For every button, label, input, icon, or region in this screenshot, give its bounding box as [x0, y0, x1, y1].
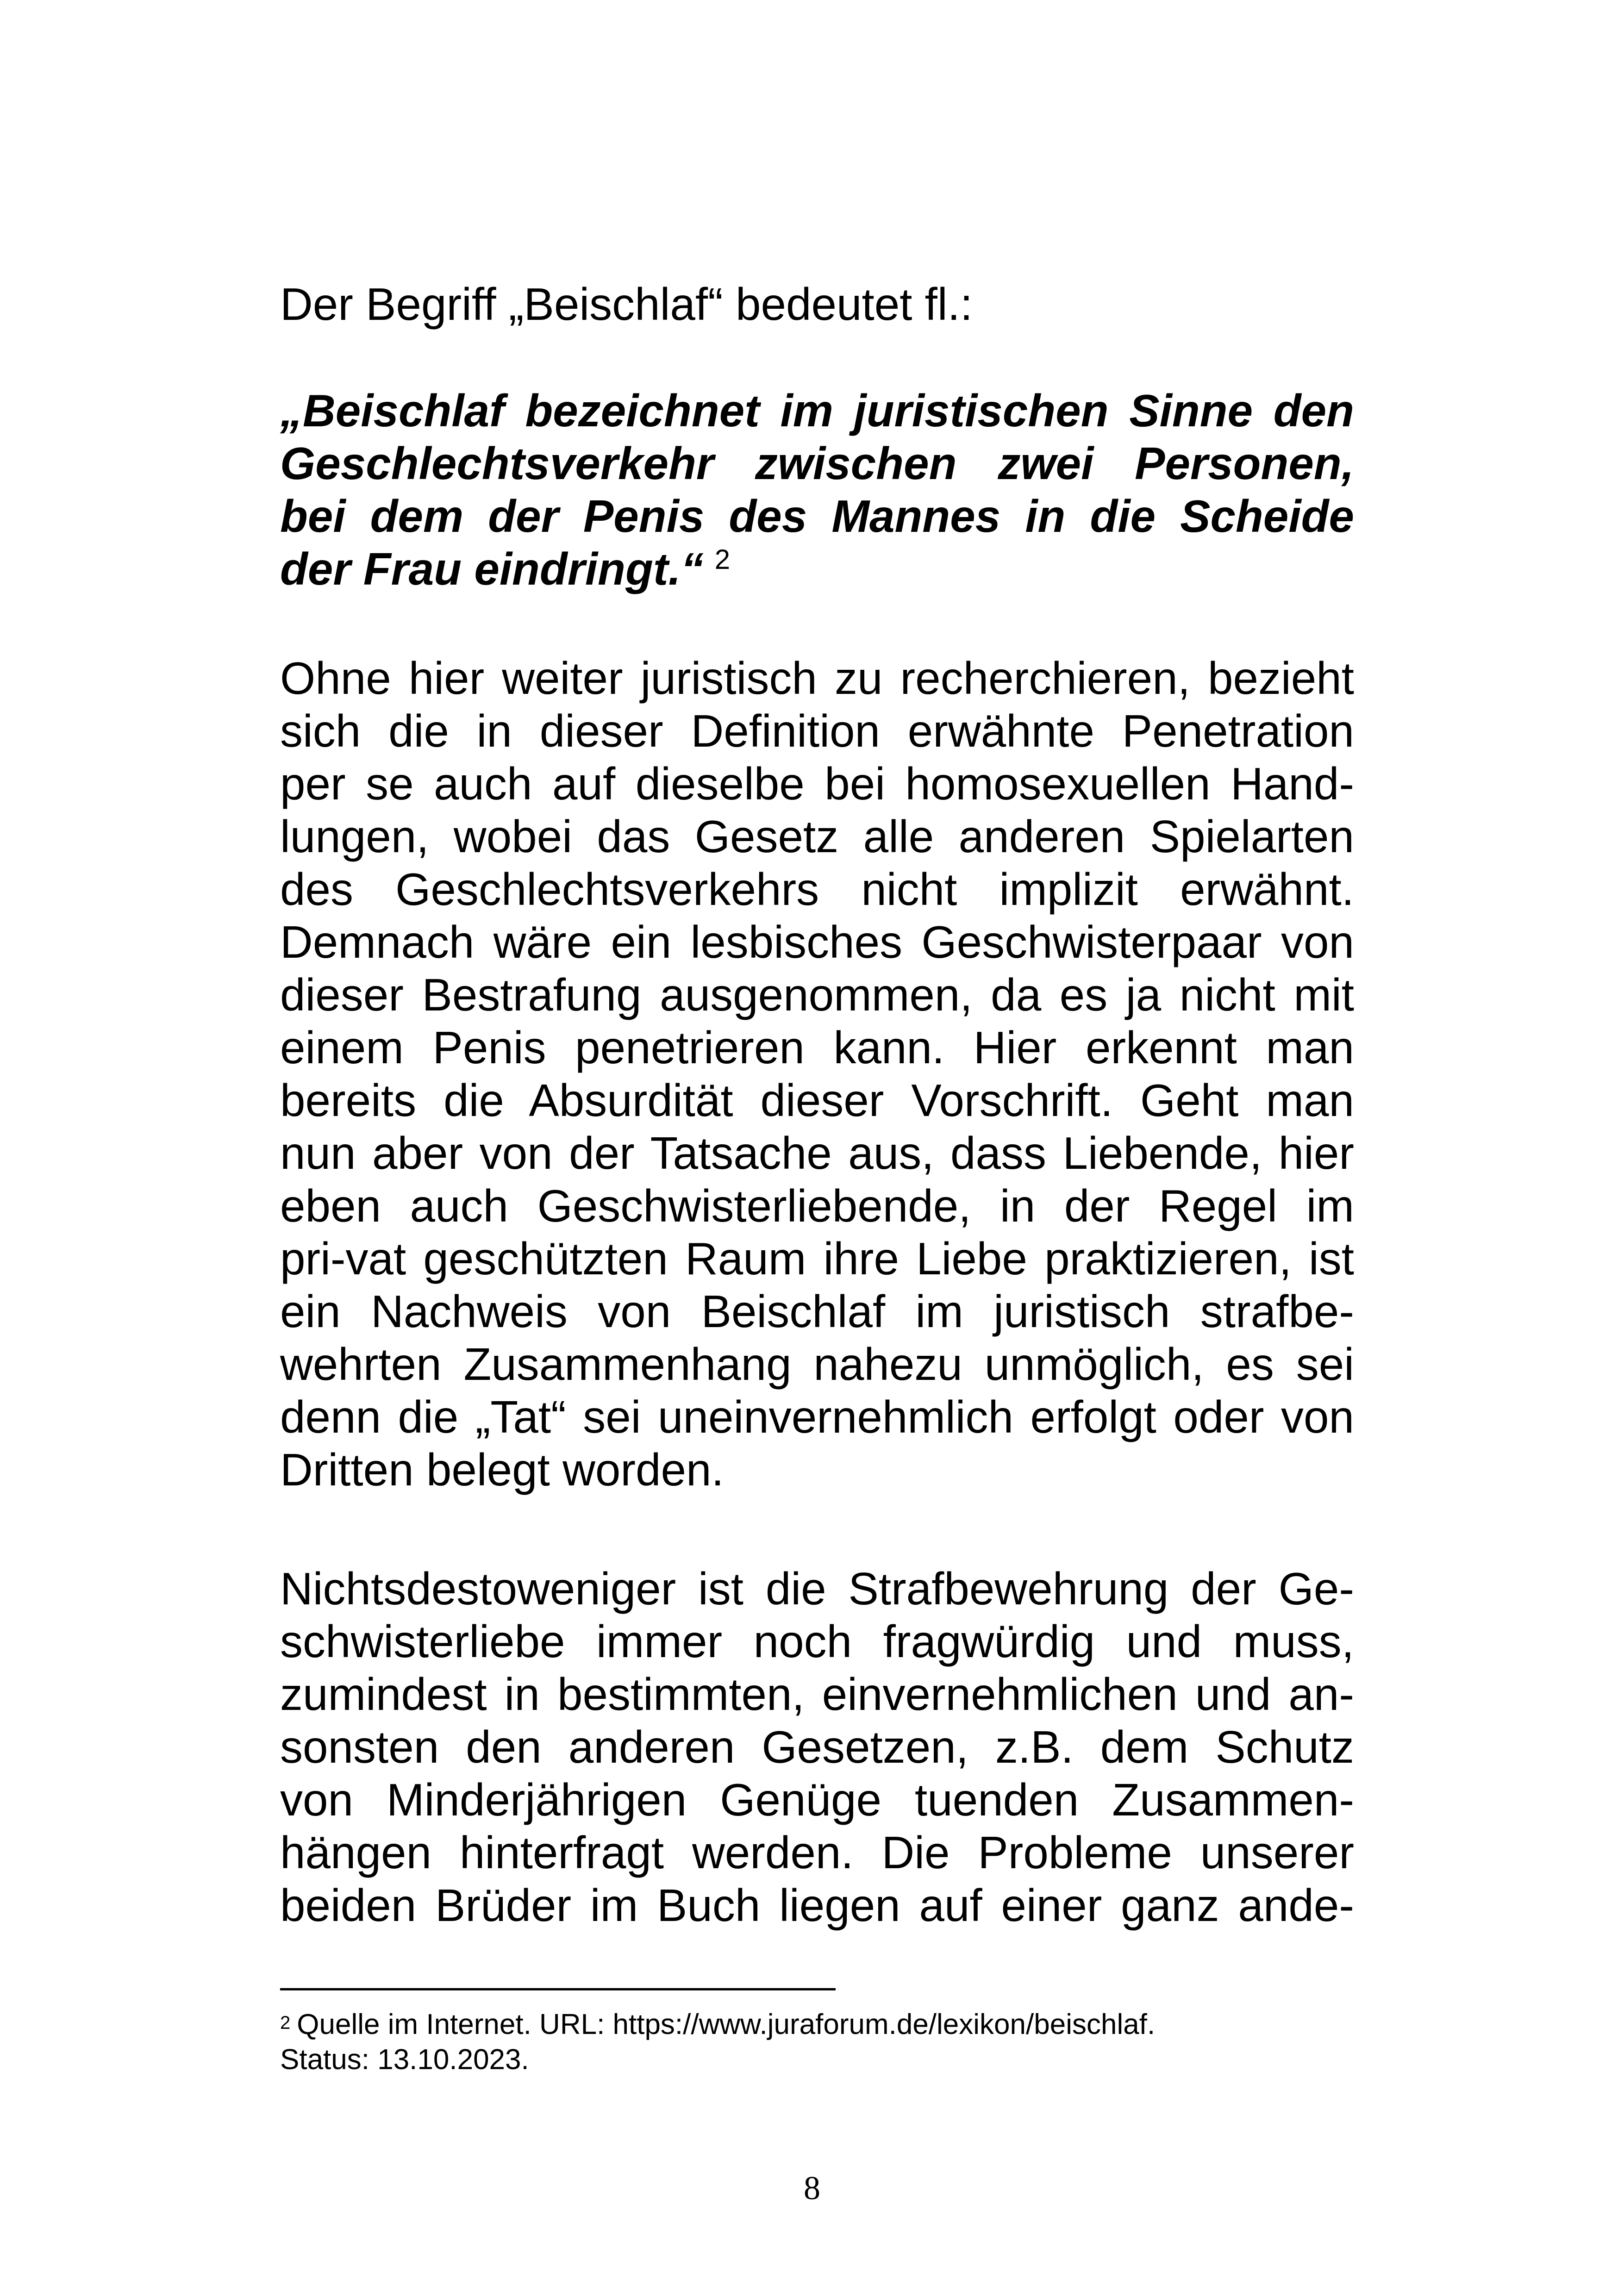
paragraph-line: Demnach wäre ein lesbisches Geschwisterpaar von: [280, 917, 1354, 967]
body-paragraph-2: [280, 1562, 1354, 1932]
definition-quote: [280, 384, 1354, 595]
paragraph-line: per se auch auf dieselbe bei homosexuellen Hand-: [280, 758, 1354, 809]
paragraph-line: einem Penis penetrieren kann. Hier erkennt man: [280, 1022, 1354, 1073]
footnote-line-1: [280, 2007, 1391, 2042]
footnote-source-text: Quelle im Internet. URL: https://www.juraforum.de/lexikon/beischlaf.: [297, 2008, 1156, 2040]
paragraph-line: wehrten Zusammenhang nahezu unmöglich, es sei: [280, 1339, 1354, 1390]
paragraph-line: des Geschlechtsverkehrs nicht implizit erwähnt.: [280, 864, 1354, 915]
quote-last-line: [280, 543, 1354, 595]
intro-paragraph: [280, 278, 1354, 331]
paragraph-line: zumindest in bestimmten, einvernehmlichen und an-: [280, 1669, 1354, 1720]
quote-line: der Frau eindringt.“: [280, 543, 704, 594]
paragraph-line: schwisterliebe immer noch fragwürdig und muss,: [280, 1616, 1354, 1667]
quote-line: Geschlechtsverkehr zwischen zwei Personen,: [280, 438, 1354, 489]
paragraph-line: dieser Bestrafung ausgenommen, da es ja nicht mit: [280, 969, 1354, 1020]
footnote-number: 2: [280, 2013, 291, 2033]
paragraph-line: beiden Brüder im Buch liegen auf einer ganz ande-: [280, 1880, 1354, 1931]
paragraph-line: ein Nachweis von Beischlaf im juristisch strafbe-: [280, 1286, 1354, 1337]
paragraph-line: von Minderjährigen Genüge tuenden Zusammen-: [280, 1774, 1354, 1825]
paragraph-line: Ohne hier weiter juristisch zu recherchieren, bezieht: [280, 653, 1354, 704]
intro-line: Der Begriff „Beischlaf“ bedeutet fl.:: [280, 279, 973, 330]
paragraph-line: sich die in dieser Definition erwähnte Penetration: [280, 705, 1354, 756]
paragraph-line: Nichtsdestoweniger ist die Strafbewehrung der Ge-: [280, 1563, 1354, 1614]
footnote-separator: [280, 1988, 836, 1990]
paragraph-line: sonsten den anderen Gesetzen, z.B. dem Schutz: [280, 1721, 1354, 1772]
paragraph-line: lungen, wobei das Gesetz alle anderen Spielarten: [280, 811, 1354, 862]
body-paragraph-1: [280, 652, 1354, 1496]
page-number: 8: [804, 2170, 820, 2207]
paragraph-line: nun aber von der Tatsache aus, dass Liebende, hier: [280, 1128, 1354, 1179]
paragraph-line: denn die „Tat“ sei uneinvernehmlich erfolgt oder von: [280, 1391, 1354, 1442]
paragraph-line: bereits die Absurdität dieser Vorschrift. Geht man: [280, 1075, 1354, 1126]
paragraph-line: hängen hinterfragt werden. Die Probleme unserer: [280, 1827, 1354, 1878]
quote-line: „Beischlaf bezeichnet im juristischen Sinne den: [280, 385, 1354, 436]
footnote: [280, 2007, 1391, 2077]
footnote-reference[interactable]: 2: [714, 544, 731, 575]
paragraph-line: pri-vat geschützten Raum ihre Liebe praktizieren, ist: [280, 1233, 1354, 1284]
quote-line: bei dem der Penis des Mannes in die Scheide: [280, 491, 1354, 542]
paragraph-line: eben auch Geschwisterliebende, in der Regel im: [280, 1180, 1354, 1231]
paragraph-line: Dritten belegt worden.: [280, 1444, 724, 1495]
footnote-status: Status: 13.10.2023.: [280, 2044, 529, 2076]
